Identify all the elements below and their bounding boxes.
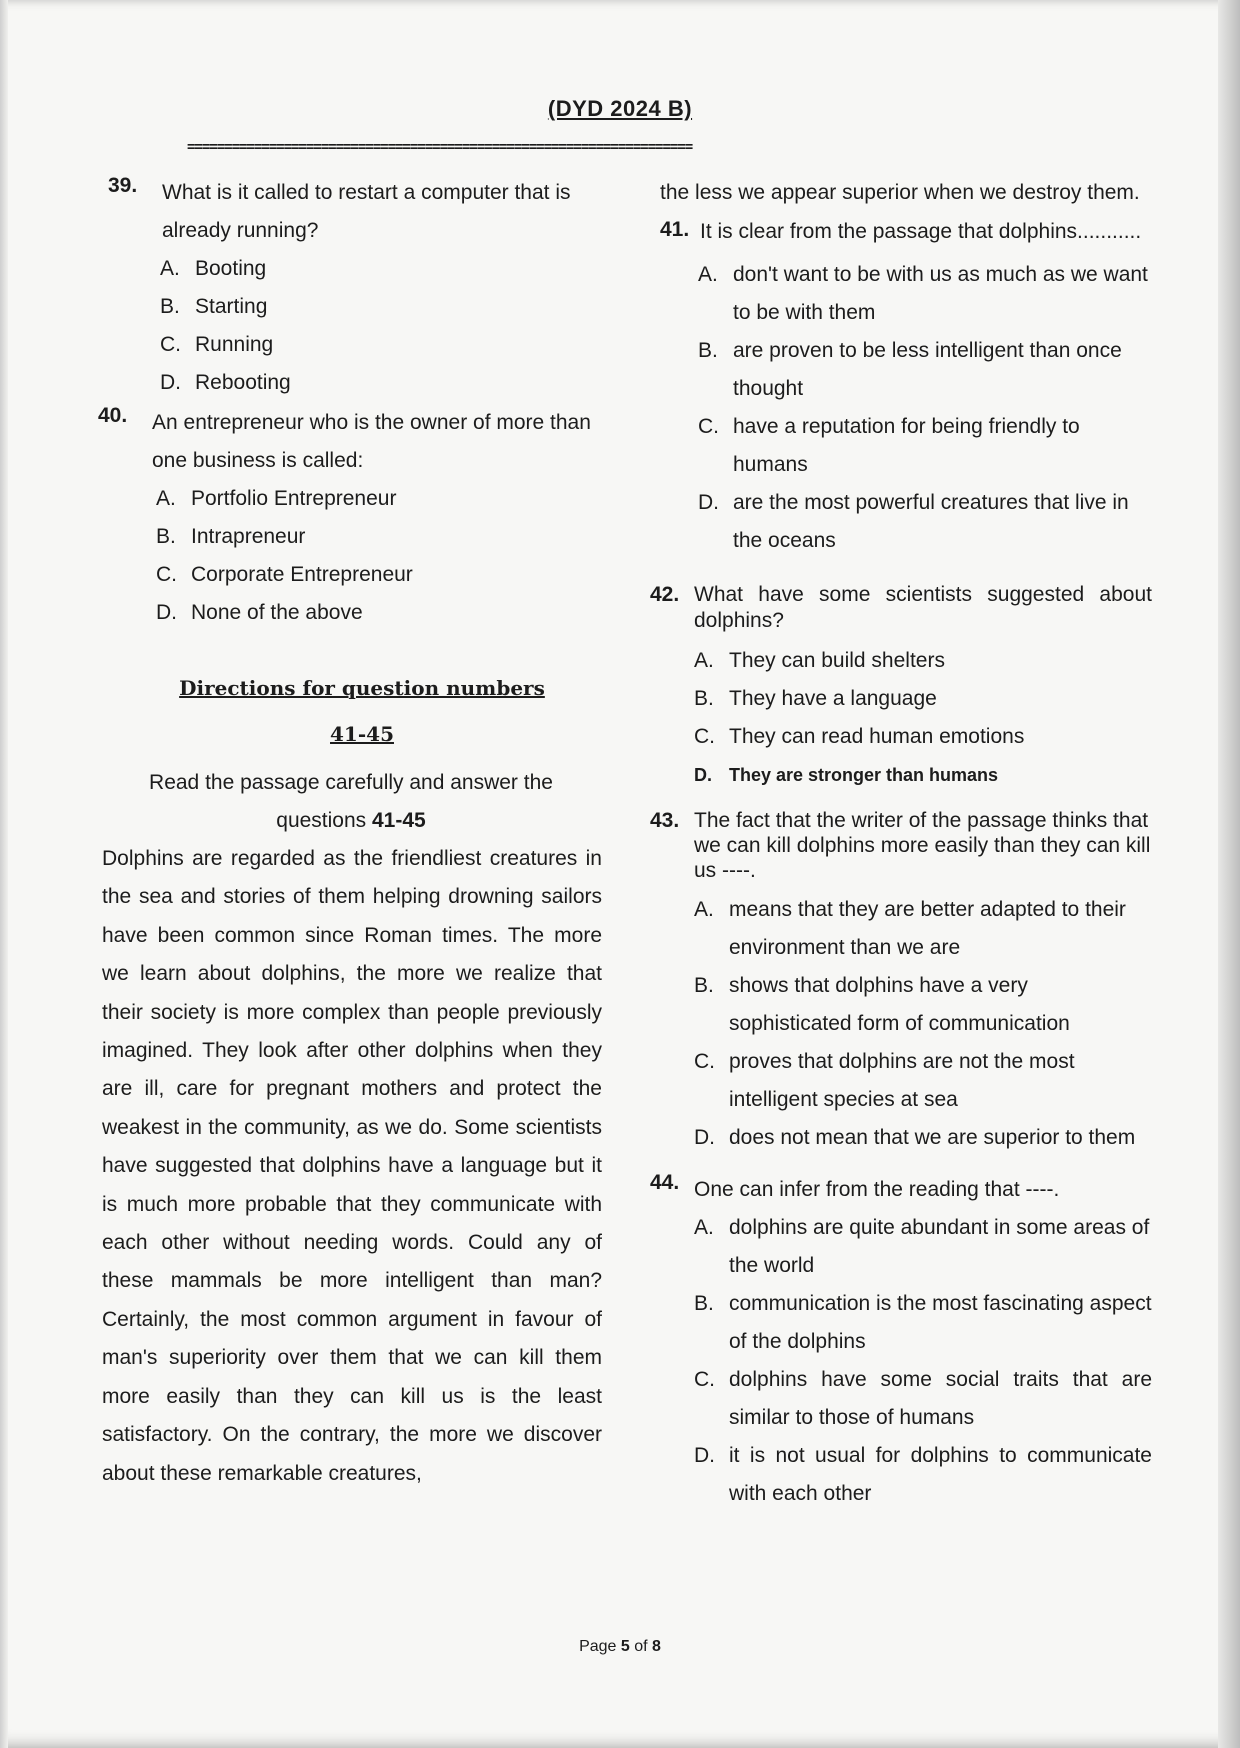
left-column: [98, 174, 604, 1493]
question-43: [650, 808, 1152, 1157]
option-d: D. are the most powerful creatures that live in the oceans: [698, 491, 1129, 552]
page-left-edge: [0, 0, 8, 1748]
option-d: D. Rebooting: [160, 371, 291, 394]
option-a: A. They can build shelters: [694, 649, 945, 672]
option-b: B. They have a language: [694, 687, 937, 710]
option-b: B. communication is the most fascinating aspect of the dolphins: [694, 1292, 1152, 1353]
options-list: [694, 642, 1152, 794]
question-text: What is it called to restart a computer that is already running?: [162, 181, 571, 242]
option-b: B. Starting: [160, 295, 268, 318]
option-c: C. proves that dolphins are not the most intelligent species at sea: [694, 1050, 1075, 1111]
option-d: D. None of the above: [156, 601, 363, 624]
right-column: [650, 174, 1152, 1513]
options-list: [160, 250, 604, 402]
option-c: C. They can read human emotions: [694, 725, 1025, 748]
options-list: [156, 480, 604, 632]
option-d: D. it is not usual for dolphins to communicate with each other: [694, 1444, 1152, 1505]
option-b: B. are proven to be less intelligent than once thought: [698, 339, 1122, 400]
reading-passage: Dolphins are regarded as the friendliest creatures in the sea and stories of them helping drowning sailors have been common since Roman times. The more we learn about dolphins, the more we realize that their society is more complex than people previously imagined. They look after other dolphins when they are ill, care for pregnant mothers and protect the weakest in the community, as we do. Some scientists have suggested that dolphins have a language but it is much more probable that they communicate with each other without needing words. Could any of these mammals be more intelligent than man? Certainly, the most common argument in favour of man's superiority over them that we can kill them more easily than they can kill us is the least satisfactory. On the contrary, the more we discover about these remarkable creatures,: [102, 847, 602, 1485]
options-list: [698, 256, 1152, 560]
question-44: [650, 1171, 1152, 1513]
question-number: 42.: [650, 583, 680, 606]
option-a: A. dolphins are quite abundant in some areas of the world: [694, 1216, 1150, 1277]
directions-instruction: Read the passage carefully and answer the questions 41-45: [149, 771, 553, 832]
option-a: A. Portfolio Entrepreneur: [156, 487, 397, 510]
header-divider: ====================================================================: [187, 140, 693, 154]
question-number: 44.: [650, 1171, 680, 1194]
option-d: D. does not mean that we are superior to them: [694, 1126, 1136, 1149]
option-c: C. dolphins have some social traits that are similar to those of humans: [694, 1368, 1152, 1429]
option-c: C. Running: [160, 333, 274, 356]
question-number: 41.: [660, 218, 690, 241]
question-text: What have some scientists suggested about dolphins?: [694, 583, 1152, 632]
option-a: A. don't want to be with us as much as we want to be with them: [698, 263, 1148, 324]
option-d: D. They are stronger than humans: [694, 765, 999, 785]
question-number: 39.: [108, 174, 138, 197]
directions-title: Directions for question numbers: [179, 676, 545, 700]
directions-block: [142, 668, 604, 754]
question-number: 40.: [98, 404, 128, 427]
option-c: C. have a reputation for being friendly to humans: [698, 415, 1080, 476]
question-text: One can infer from the reading that ----.: [694, 1178, 1060, 1201]
question-40: [98, 404, 604, 632]
question-number: 43.: [650, 809, 680, 832]
exam-code-header: (DYD 2024 B): [547, 96, 693, 121]
option-a: A. Booting: [160, 257, 267, 280]
question-42: [650, 582, 1152, 794]
option-b: B. Intrapreneur: [156, 525, 306, 548]
options-list: [694, 891, 1152, 1157]
page-right-edge: [1218, 0, 1240, 1748]
option-b: B. shows that dolphins have a very sophisticated form of communication: [694, 974, 1070, 1035]
options-list: [694, 1209, 1152, 1513]
question-text: It is clear from the passage that dolphins...........: [700, 220, 1142, 243]
page-number-footer: Page 5 of 8: [579, 1638, 661, 1655]
question-39: [108, 174, 604, 402]
directions-range: 41-45: [330, 722, 394, 746]
question-text: The fact that the writer of the passage thinks that we can kill dolphins more easily than they can kill us ----.: [694, 809, 1151, 882]
question-text: An entrepreneur who is the owner of more than one business is called:: [152, 411, 591, 472]
question-41: [660, 218, 1152, 560]
option-a: A. means that they are better adapted to their environment than we are: [694, 898, 1126, 959]
option-c: C. Corporate Entrepreneur: [156, 563, 413, 586]
reading-passage-continued: the less we appear superior when we destroy them.: [660, 181, 1140, 204]
